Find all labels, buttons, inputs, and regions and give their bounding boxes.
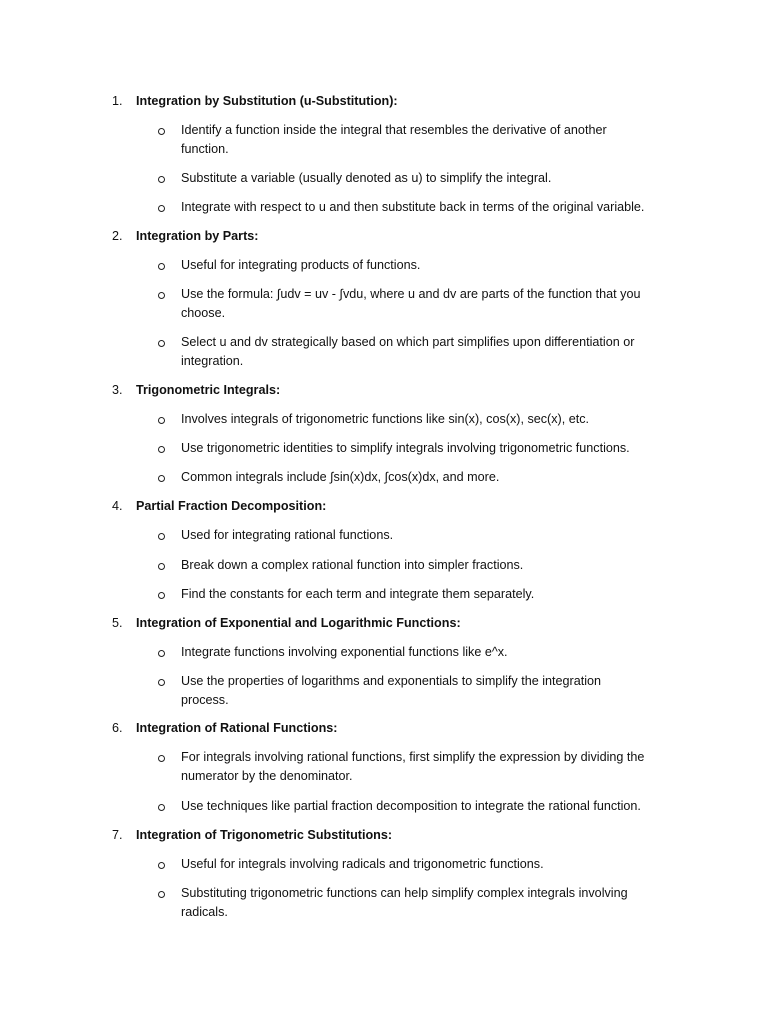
- topic-title: Partial Fraction Decomposition:: [136, 499, 327, 513]
- bullet-line: Find the constants for each term and integrate them separately.: [181, 587, 535, 601]
- topic-title: Integration of Trigonometric Substitutions:: [136, 828, 393, 842]
- topic-1: [0, 92, 768, 111]
- bullet-line: numerator by the denominator.: [181, 769, 353, 783]
- hollow-bullet-icon: [158, 205, 165, 212]
- bullet-line: Involves integrals of trigonometric functions like sin(x), cos(x), sec(x), etc.: [181, 412, 590, 426]
- topic-heading: [0, 497, 768, 516]
- bullet-line: Integrate with respect to u and then substitute back in terms of the original variable.: [181, 200, 645, 214]
- bullet-line: radicals.: [181, 905, 228, 919]
- bullet-line: Use trigonometric identities to simplify integrals involving trigonometric functions.: [181, 441, 630, 455]
- topic-2: [0, 227, 768, 246]
- topic-title: Integration of Exponential and Logarithmic Functions:: [136, 616, 461, 630]
- bullet-line: process.: [181, 693, 229, 707]
- topic-title: Integration by Parts:: [136, 229, 259, 243]
- topic-heading: [0, 227, 768, 246]
- hollow-bullet-icon: [158, 533, 165, 540]
- topic-number: 1.: [112, 94, 123, 108]
- hollow-bullet-icon: [158, 891, 165, 898]
- bullet-line: function.: [181, 142, 229, 156]
- hollow-bullet-icon: [158, 563, 165, 570]
- hollow-bullet-icon: [158, 592, 165, 599]
- hollow-bullet-icon: [158, 804, 165, 811]
- topic-4: [0, 497, 768, 516]
- hollow-bullet-icon: [158, 417, 165, 424]
- hollow-bullet-icon: [158, 340, 165, 347]
- bullet-line: For integrals involving rational functions, first simplify the expression by dividing the: [181, 750, 645, 764]
- bullet-line: Select u and dv strategically based on which part simplifies upon differentiation or: [181, 335, 635, 349]
- bullet-line: Identify a function inside the integral that resembles the derivative of another: [181, 123, 607, 137]
- bullet-line: Break down a complex rational function into simpler fractions.: [181, 558, 524, 572]
- topic-title: Integration by Substitution (u-Substitution):: [136, 94, 398, 108]
- topic-heading: [0, 719, 768, 738]
- hollow-bullet-icon: [158, 679, 165, 686]
- topic-7: [0, 826, 768, 845]
- bullet-line: Use techniques like partial fraction decomposition to integrate the rational function.: [181, 799, 641, 813]
- hollow-bullet-icon: [158, 755, 165, 762]
- bullet-line: integration.: [181, 354, 244, 368]
- bullet-line: choose.: [181, 306, 226, 320]
- hollow-bullet-icon: [158, 862, 165, 869]
- hollow-bullet-icon: [158, 650, 165, 657]
- topic-number: 3.: [112, 383, 123, 397]
- topic-heading: [0, 381, 768, 400]
- bullet-line: Use the properties of logarithms and exponentials to simplify the integration: [181, 674, 602, 688]
- topic-5: [0, 614, 768, 633]
- topic-number: 5.: [112, 616, 123, 630]
- hollow-bullet-icon: [158, 446, 165, 453]
- topic-number: 4.: [112, 499, 123, 513]
- bullet-line: Useful for integrating products of functions.: [181, 258, 421, 272]
- topic-3: [0, 381, 768, 400]
- topic-heading: [0, 92, 768, 111]
- hollow-bullet-icon: [158, 128, 165, 135]
- topic-number: 2.: [112, 229, 123, 243]
- topic-heading: [0, 826, 768, 845]
- topic-number: 7.: [112, 828, 123, 842]
- bullet-line: Substituting trigonometric functions can help simplify complex integrals involving: [181, 886, 628, 900]
- bullet-line: Integrate functions involving exponential functions like e^x.: [181, 645, 508, 659]
- bullet-line: Substitute a variable (usually denoted as u) to simplify the integral.: [181, 171, 552, 185]
- topic-6: [0, 719, 768, 738]
- bullet-line: Use the formula: ∫udv = uv - ∫vdu, where u and dv are parts of the function that you: [181, 287, 641, 301]
- hollow-bullet-icon: [158, 263, 165, 270]
- topic-heading: [0, 614, 768, 633]
- topic-number: 6.: [112, 721, 123, 735]
- hollow-bullet-icon: [158, 176, 165, 183]
- hollow-bullet-icon: [158, 475, 165, 482]
- topic-title: Integration of Rational Functions:: [136, 721, 338, 735]
- bullet-line: Useful for integrals involving radicals and trigonometric functions.: [181, 857, 544, 871]
- hollow-bullet-icon: [158, 292, 165, 299]
- topic-title: Trigonometric Integrals:: [136, 383, 281, 397]
- bullet-line: Used for integrating rational functions.: [181, 528, 394, 542]
- bullet-line: Common integrals include ∫sin(x)dx, ∫cos(x)dx, and more.: [181, 470, 500, 484]
